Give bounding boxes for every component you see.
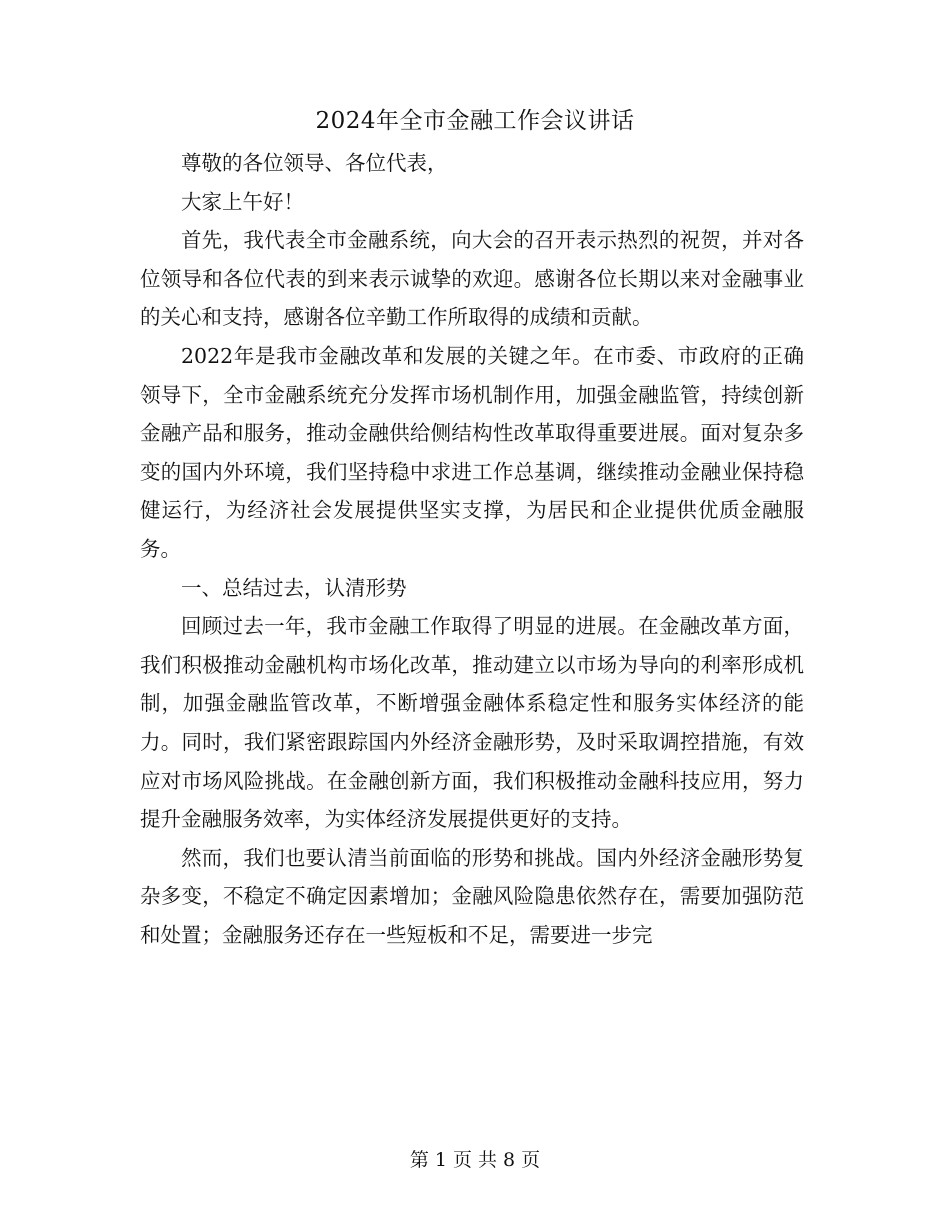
greeting: 大家上午好！: [181, 189, 304, 214]
paragraph-overview: 2022年是我市金融改革和发展的关键之年。在市委、市政府的正确领导下，全市金融系统充分发挥市场机制作用，加强金融监管，持续创新金融产品和服务，推动金融供给侧结构性改革取得重要进展。面对复杂多变的国内外环境，我们坚持稳中求进工作总基调，继续推动金融业保持稳健运行，为经济社会发展提供坚实支撑，为居民和企业提供优质金融服务。: [140, 343, 804, 561]
paragraph-opening: 首先，我代表全市金融系统，向大会的召开表示热烈的祝贺，并对各位领导和各位代表的到来表示诚挚的欢迎。感谢各位长期以来对金融事业的关心和支持，感谢各位辛勤工作所取得的成绩和贡献。: [140, 228, 804, 330]
paragraph-challenges: 然而，我们也要认清当前面临的形势和挑战。国内外经济金融形势复杂多变，不稳定不确定因素增加；金融风险隐患依然存在，需要加强防范和处置；金融服务还存在一些短板和不足，需要进一步完: [140, 845, 804, 947]
section-heading: 一、总结过去，认清形势: [181, 575, 407, 600]
document-body: [140, 144, 804, 954]
salutation: 尊敬的各位领导、各位代表，: [181, 151, 448, 175]
page-number-footer: 第 1 页 共 8 页: [409, 1149, 541, 1171]
paragraph-review: 回顾过去一年，我市金融工作取得了明显的进展。在金融改革方面，我们积极推动金融机构市场化改革，推动建立以市场为导向的利率形成机制，加强金融监管改革，不断增强金融体系稳定性和服务实体经济的能力。同时，我们紧密跟踪国内外经济金融形势，及时采取调控措施，有效应对市场风险挑战。在金融创新方面，我们积极推动金融科技应用，努力提升金融服务效率，为实体经济发展提供更好的支持。: [140, 614, 804, 832]
document-title: 2024年全市金融工作会议讲话: [315, 108, 635, 134]
